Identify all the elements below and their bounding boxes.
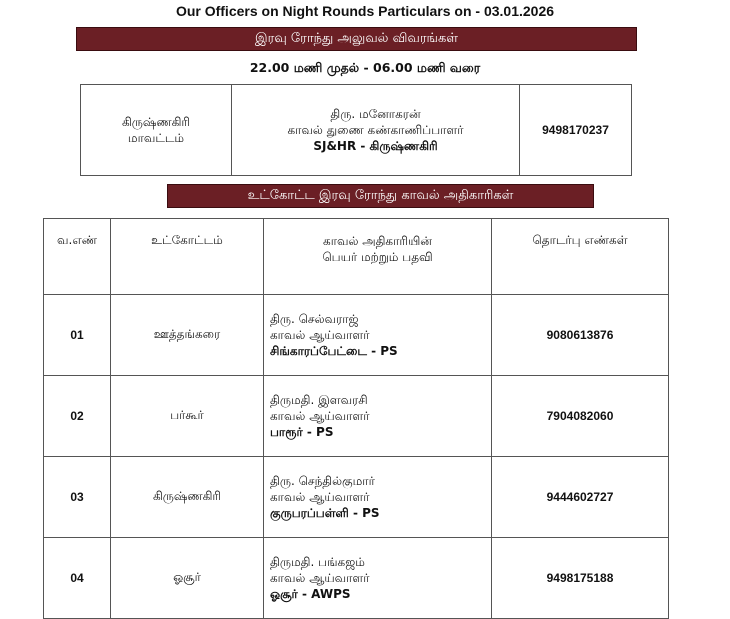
row-officer xyxy=(264,376,492,457)
row-phone: 7904082060 xyxy=(492,376,669,457)
district-officer-cell xyxy=(232,85,520,176)
table-row xyxy=(44,538,669,619)
district-officer-designation: காவல் துணை கண்காணிப்பாளர் xyxy=(287,123,464,137)
row-sno: 01 xyxy=(44,295,111,376)
officer-designation: காவல் ஆய்வாளர் xyxy=(270,409,370,423)
row-sno: 03 xyxy=(44,457,111,538)
table-row xyxy=(44,376,669,457)
row-officer xyxy=(264,295,492,376)
district-officer-phone: 9498170237 xyxy=(520,85,632,176)
officer-station: சிங்காரப்பேட்டை - PS xyxy=(270,344,398,358)
header-phone: தொடர்பு எண்கள் xyxy=(492,219,669,295)
row-officer xyxy=(264,538,492,619)
header-officer xyxy=(264,219,492,295)
officer-name: திரு. செல்வராஜ் xyxy=(270,312,359,326)
row-phone: 9444602727 xyxy=(492,457,669,538)
table-row xyxy=(44,457,669,538)
officer-designation: காவல் ஆய்வாளர் xyxy=(270,490,370,504)
page-title: Our Officers on Night Rounds Particulars on - 03.01.2026 xyxy=(175,3,555,19)
header-officer-line2: பெயர் மற்றும் பதவி xyxy=(322,250,433,264)
officer-name: திருமதி. பங்கஜம் xyxy=(270,555,365,569)
subdivision-officers-table xyxy=(43,218,669,619)
officer-station: பாரூர் - PS xyxy=(270,425,334,439)
row-phone: 9080613876 xyxy=(492,295,669,376)
district-officer-name: திரு. மனோகரன் xyxy=(330,107,421,121)
district-officer-table xyxy=(80,84,632,176)
header-officer-line1: காவல் அதிகாரியின் xyxy=(323,234,432,248)
district-officer-unit: SJ&HR - கிருஷ்ணகிரி xyxy=(313,139,438,153)
officer-name: திரு. செந்தில்குமார் xyxy=(270,474,375,488)
officer-designation: காவல் ஆய்வாளர் xyxy=(270,328,370,342)
row-sno: 04 xyxy=(44,538,111,619)
district-name-line2: மாவட்டம் xyxy=(127,131,185,145)
header-sno: வ.எண் xyxy=(44,219,111,295)
row-subdivision: ஓசூர் xyxy=(111,538,264,619)
row-subdivision: பர்கூர் xyxy=(111,376,264,457)
night-duty-banner: இரவு ரோந்து அலுவல் விவரங்கள் xyxy=(76,27,637,51)
header-subdivision: உட்கோட்டம் xyxy=(111,219,264,295)
row-phone: 9498175188 xyxy=(492,538,669,619)
district-name-cell xyxy=(81,85,232,176)
table-header-row xyxy=(44,219,669,295)
table-row xyxy=(44,295,669,376)
district-officer-row xyxy=(81,85,632,176)
officer-name: திருமதி. இளவரசி xyxy=(270,393,368,407)
row-sno: 02 xyxy=(44,376,111,457)
officer-station: குருபரப்பள்ளி - PS xyxy=(270,506,380,520)
district-name-line1: கிருஷ்ணகிரி xyxy=(121,115,191,129)
duty-timing: 22.00 மணி முதல் - 06.00 மணி வரை xyxy=(249,60,481,75)
row-subdivision: ஊத்தங்கரை xyxy=(111,295,264,376)
row-subdivision: கிருஷ்ணகிரி xyxy=(111,457,264,538)
subdivision-banner: உட்கோட்ட இரவு ரோந்து காவல் அதிகாரிகள் xyxy=(167,184,594,208)
officer-designation: காவல் ஆய்வாளர் xyxy=(270,571,370,585)
officer-station: ஓசூர் - AWPS xyxy=(270,587,351,601)
row-officer xyxy=(264,457,492,538)
